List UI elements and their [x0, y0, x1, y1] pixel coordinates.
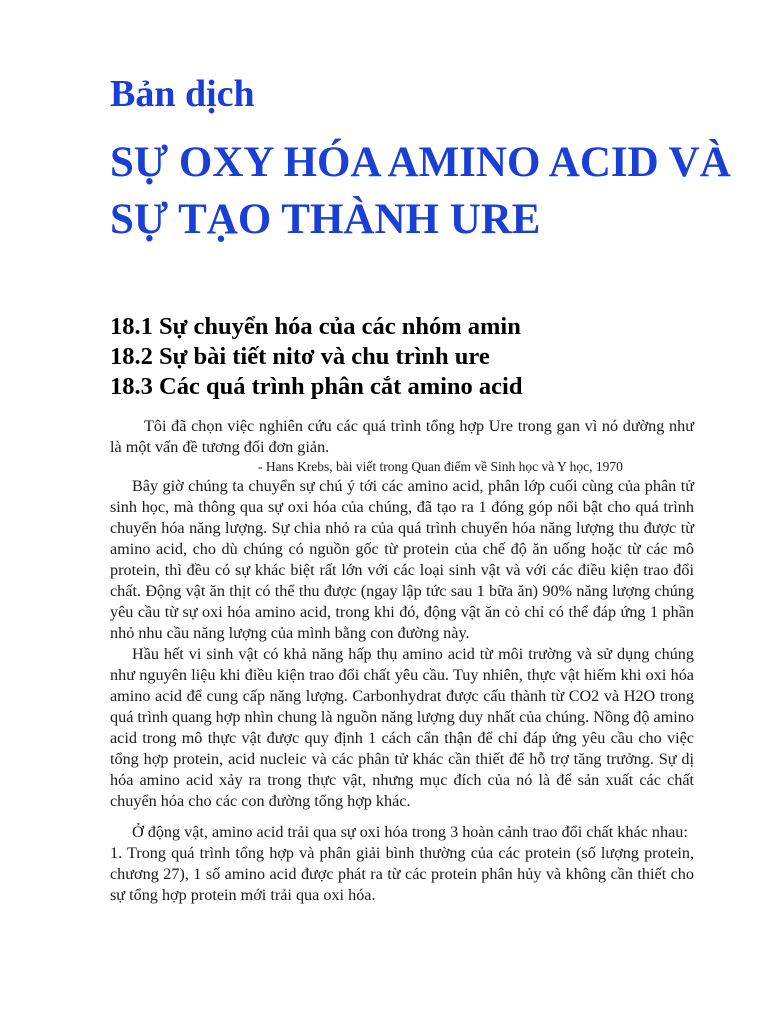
- translation-label: Bản dịch: [110, 73, 255, 115]
- epigraph-quote: Tôi đã chọn việc nghiên cứu các quá trình tổng hợp Ure trong gan vì nó dường như là một vấn đề tương đối đơn giản.: [110, 417, 694, 456]
- list-item-1: 1. Trong quá trình tổng hợp và phân giải bình thường của các protein (số lượng protein, chương 27), 1 số amino acid được phát ra từ các protein phân hủy và không cần thiết cho sự tổng hợp protein mới trải qua oxi hóa.: [110, 844, 694, 904]
- epigraph-attribution: - Hans Krebs, bài viết trong Quan điểm về Sinh học và Y học, 1970: [258, 459, 623, 474]
- section-heading-18-3: 18.3 Các quá trình phân cắt amino acid: [110, 373, 523, 400]
- chapter-title: SỰ OXY HÓA AMINO ACID VÀ SỰ TẠO THÀNH URE: [110, 139, 731, 243]
- section-list: [110, 312, 522, 402]
- paragraph-2: Hầu hết vi sinh vật có khả năng hấp thụ amino acid từ môi trường và sử dụng chúng như nguyên liệu khi điều kiện trao đổi chất yêu cầu. Tuy nhiên, thực vật hiếm khi oxi hóa amino acid để cung cấp năng lượng. Carbonhydrat được cấu thành từ CO2 và H2O trong quá trình quang hợp nhìn chung là nguồn năng lượng duy nhất của chúng. Nồng độ amino acid trong mô thực vật được quy định 1 cách cẩn thận để chỉ đáp ứng yêu cầu cho việc tổng hợp protein, acid nucleic và các phân tử khác cần thiết để hỗ trợ tăng trưởng. Sự dị hóa amino acid xảy ra trong thực vật, nhưng mục đích của nó là để sản xuất các chất chuyển hóa cho các con đường tổng hợp khác.: [110, 645, 694, 810]
- paragraph-3: Ở động vật, amino acid trải qua sự oxi hóa trong 3 hoàn cảnh trao đổi chất khác nhau:: [132, 823, 688, 841]
- section-heading-18-2: 18.2 Sự bài tiết nitơ và chu trình ure: [110, 343, 490, 370]
- body-text: [110, 416, 694, 906]
- section-heading-18-1: 18.1 Sự chuyển hóa của các nhóm amin: [110, 313, 521, 340]
- paragraph-1: Bây giờ chúng ta chuyển sự chú ý tới các amino acid, phân lớp cuối cùng của phân tử sinh học, mà thông qua sự oxi hóa của chúng, đã tạo ra 1 đóng góp nổi bật cho quá trình chuyển hóa năng lượng. Sự chia nhỏ ra của quá trình chuyển hóa năng lượng thu được từ amino acid, cho dù chúng có nguồn gốc từ protein của chế độ ăn uống hoặc từ các mô protein, thì đều có sự khác biệt rất lớn với các loại sinh vật và với các điều kiện trao đổi chất. Động vật ăn thịt có thể thu được (ngay lập tức sau 1 bữa ăn) 90% năng lượng chúng yêu cầu từ sự oxi hóa amino acid, trong khi đó, động vật ăn cỏ chỉ có thể đáp ứng 1 phần nhỏ nhu cầu năng lượng của mình bằng con đường này.: [110, 477, 694, 642]
